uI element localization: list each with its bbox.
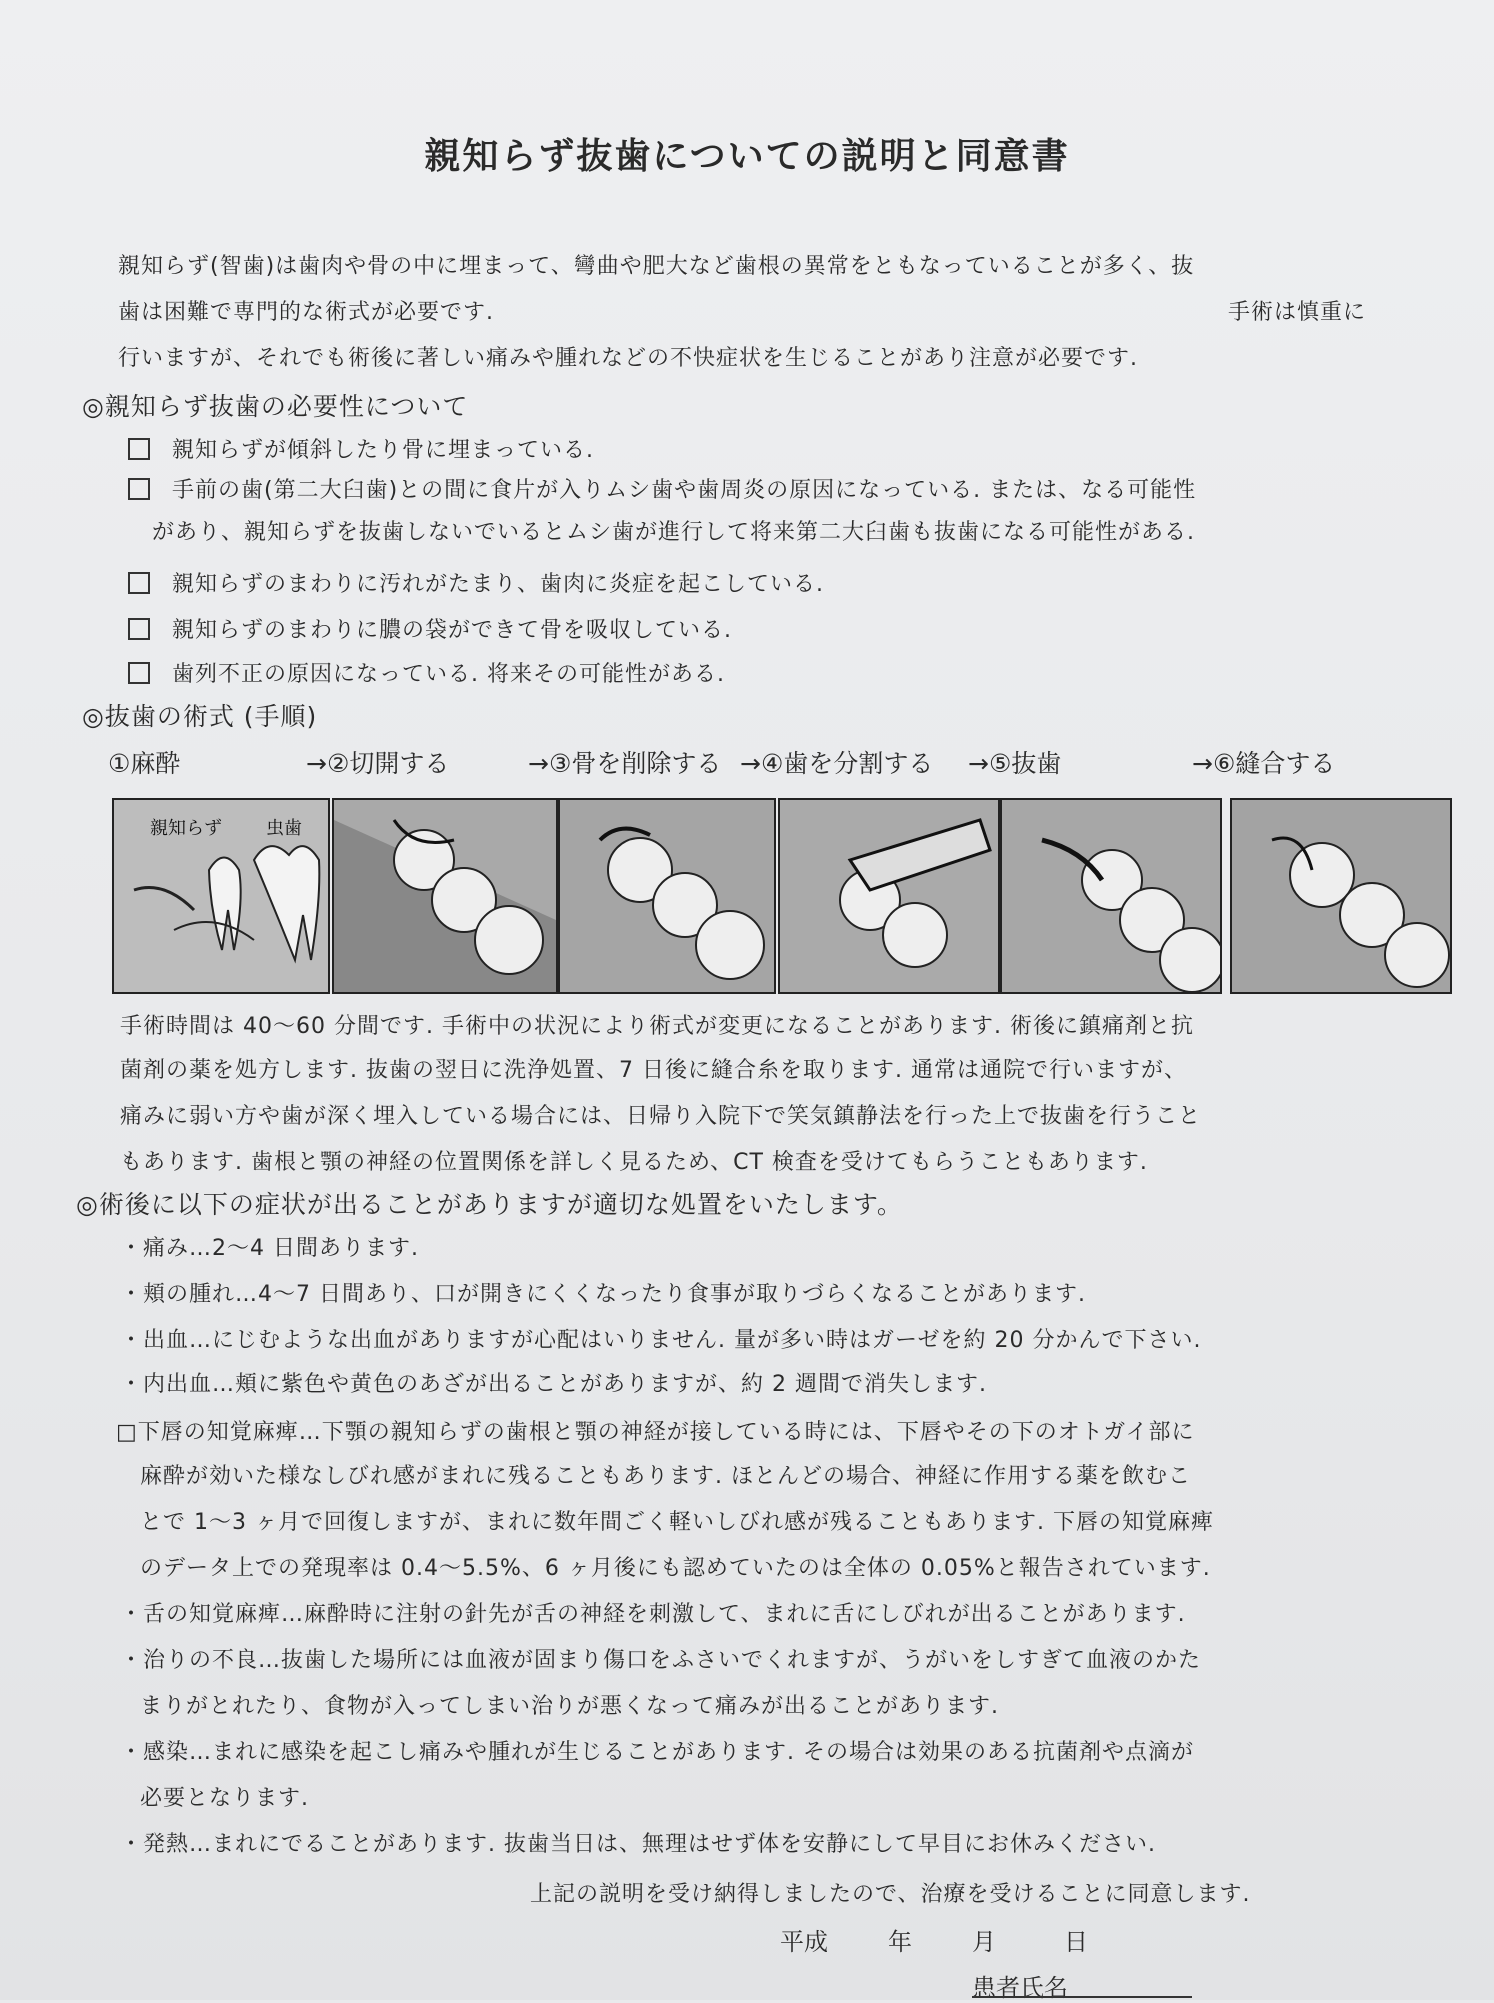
step-3: →③骨を削除する — [528, 749, 722, 778]
incision-illustration — [332, 798, 558, 994]
surgery-text-3: 痛みに弱い方や歯が深く埋入している場合には、日帰り入院下で笑気鎮静法を行った上で抜歯を行うこと — [120, 1104, 1202, 1129]
intro-line-2: 歯は困難で専門的な術式が必要です. — [118, 300, 494, 325]
necessity-item: 歯列不正の原因になっている. 将来その可能性がある. — [128, 660, 725, 690]
surgery-text-4: もあります. 歯根と顎の神経の位置関係を詳しく見るため、CT 検査を受けてもらうこともあります. — [120, 1150, 1148, 1175]
extraction-illustration — [1000, 798, 1222, 994]
date-month[interactable]: 月 — [972, 1928, 996, 1956]
document-title: 親知らず抜歯についての説明と同意書 — [424, 136, 1070, 177]
patient-name-line[interactable] — [972, 1996, 1192, 1998]
step-5: →⑤抜歯 — [968, 749, 1062, 778]
date-year[interactable]: 年 — [888, 1928, 912, 1956]
tooth-split-illustration — [778, 798, 1000, 994]
necessity-heading: ◎親知らず抜歯の必要性について — [82, 392, 469, 421]
checkbox[interactable] — [128, 438, 150, 460]
symptom-line: ・内出血…頬に紫色や黄色のあざが出ることがありますが、約 2 週間で消失します. — [120, 1372, 987, 1397]
step-2: →②切開する — [306, 749, 450, 778]
symptom-line: ・頬の腫れ…4〜7 日間あり、口が開きにくくなったり食事が取りづらくなることがあります. — [120, 1282, 1086, 1307]
intro-line-2b: 手術は慎重に — [1228, 300, 1367, 325]
step-6: →⑥縫合する — [1192, 749, 1336, 778]
date-day[interactable]: 日 — [1064, 1928, 1088, 1956]
patient-name-label: 患者氏名 — [972, 1974, 1068, 2002]
step-1: ①麻酔 — [108, 749, 181, 778]
checkbox[interactable] — [128, 478, 150, 500]
symptom-line: □下唇の知覚麻痺…下顎の親知らずの歯根と顎の神経が接している時には、下唇やその下のオトガイ部に — [116, 1420, 1195, 1445]
anesthesia-illustration — [112, 798, 330, 994]
checkbox[interactable] — [128, 618, 150, 640]
checkbox[interactable] — [128, 572, 150, 594]
label-wisdom-tooth: 親知らず — [150, 818, 222, 839]
symptom-line: とで 1〜3 ヶ月で回復しますが、まれに数年間ごく軽いしびれ感が残ることもあります. 下唇の知覚麻痺 — [140, 1510, 1214, 1535]
step-4: →④歯を分割する — [740, 749, 934, 778]
symptom-line: ・発熱…まれにでることがあります. 抜歯当日は、無理はせず体を安静にして早目にお休みください. — [120, 1832, 1156, 1857]
intro-line-3: 行いますが、それでも術後に著しい痛みや腫れなどの不快症状を生じることがあり注意が必要です. — [118, 346, 1138, 371]
surgery-text-1: 手術時間は 40〜60 分間です. 手術中の状況により術式が変更になることがあります. 術後に鎮痛剤と抗 — [120, 1014, 1194, 1039]
consent-statement: 上記の説明を受け納得しましたので、治療を受けることに同意します. — [530, 1882, 1251, 1907]
symptom-line: ・治りの不良…抜歯した場所には血液が固まり傷口をふさいでくれますが、うがいをしすぎて血液のかた — [120, 1648, 1202, 1673]
symptom-line: ・痛み…2〜4 日間あります. — [120, 1236, 419, 1261]
checkbox[interactable] — [128, 662, 150, 684]
surgery-text-2: 菌剤の薬を処方します. 抜歯の翌日に洗浄処置、7 日後に縫合糸を取ります. 通常は通院で行いますが、 — [120, 1058, 1187, 1083]
symptom-line: 麻酔が効いた様なしびれ感がまれに残ることもあります. ほとんどの場合、神経に作用する薬を飲むこ — [140, 1464, 1191, 1489]
necessity-item: 手前の歯(第二大臼歯)との間に食片が入りムシ歯や歯周炎の原因になっている. または、なる可能性 — [128, 476, 1196, 506]
bone-removal-illustration — [558, 798, 776, 994]
necessity-item-cont: があり、親知らずを抜歯しないでいるとムシ歯が進行して将来第二大臼歯も抜歯になる可能性がある. — [152, 520, 1195, 545]
necessity-item: 親知らずのまわりに汚れがたまり、歯肉に炎症を起こしている. — [128, 570, 824, 600]
symptom-line: ・舌の知覚麻痺…麻酔時に注射の針先が舌の神経を刺激して、まれに舌にしびれが出ることがあります. — [120, 1602, 1186, 1627]
date-era: 平成 — [780, 1928, 828, 1956]
symptom-line: のデータ上での発現率は 0.4〜5.5%、6 ヶ月後にも認めていたのは全体の 0.05%と報告されています. — [140, 1556, 1211, 1581]
necessity-item: 親知らずが傾斜したり骨に埋まっている. — [128, 436, 594, 466]
procedure-heading: ◎抜歯の術式 (手順) — [82, 702, 318, 731]
symptom-line: 必要となります. — [140, 1786, 309, 1811]
label-cavity: 虫歯 — [266, 818, 302, 839]
symptom-line: ・感染…まれに感染を起こし痛みや腫れが生じることがあります. その場合は効果のある抗菌剤や点滴が — [120, 1740, 1194, 1765]
symptom-line: まりがとれたり、食物が入ってしまい治りが悪くなって痛みが出ることがあります. — [140, 1694, 999, 1719]
suture-illustration — [1230, 798, 1452, 994]
symptoms-heading: ◎術後に以下の症状が出ることがありますが適切な処置をいたします。 — [76, 1190, 903, 1219]
intro-line-1: 親知らず(智歯)は歯肉や骨の中に埋まって、彎曲や肥大など歯根の異常をともなっていることが多く、抜 — [118, 254, 1195, 279]
necessity-item: 親知らずのまわりに膿の袋ができて骨を吸収している. — [128, 616, 732, 646]
symptom-line: ・出血…にじむような出血がありますが心配はいりません. 量が多い時はガーゼを約 20 分かんで下さい. — [120, 1328, 1202, 1353]
